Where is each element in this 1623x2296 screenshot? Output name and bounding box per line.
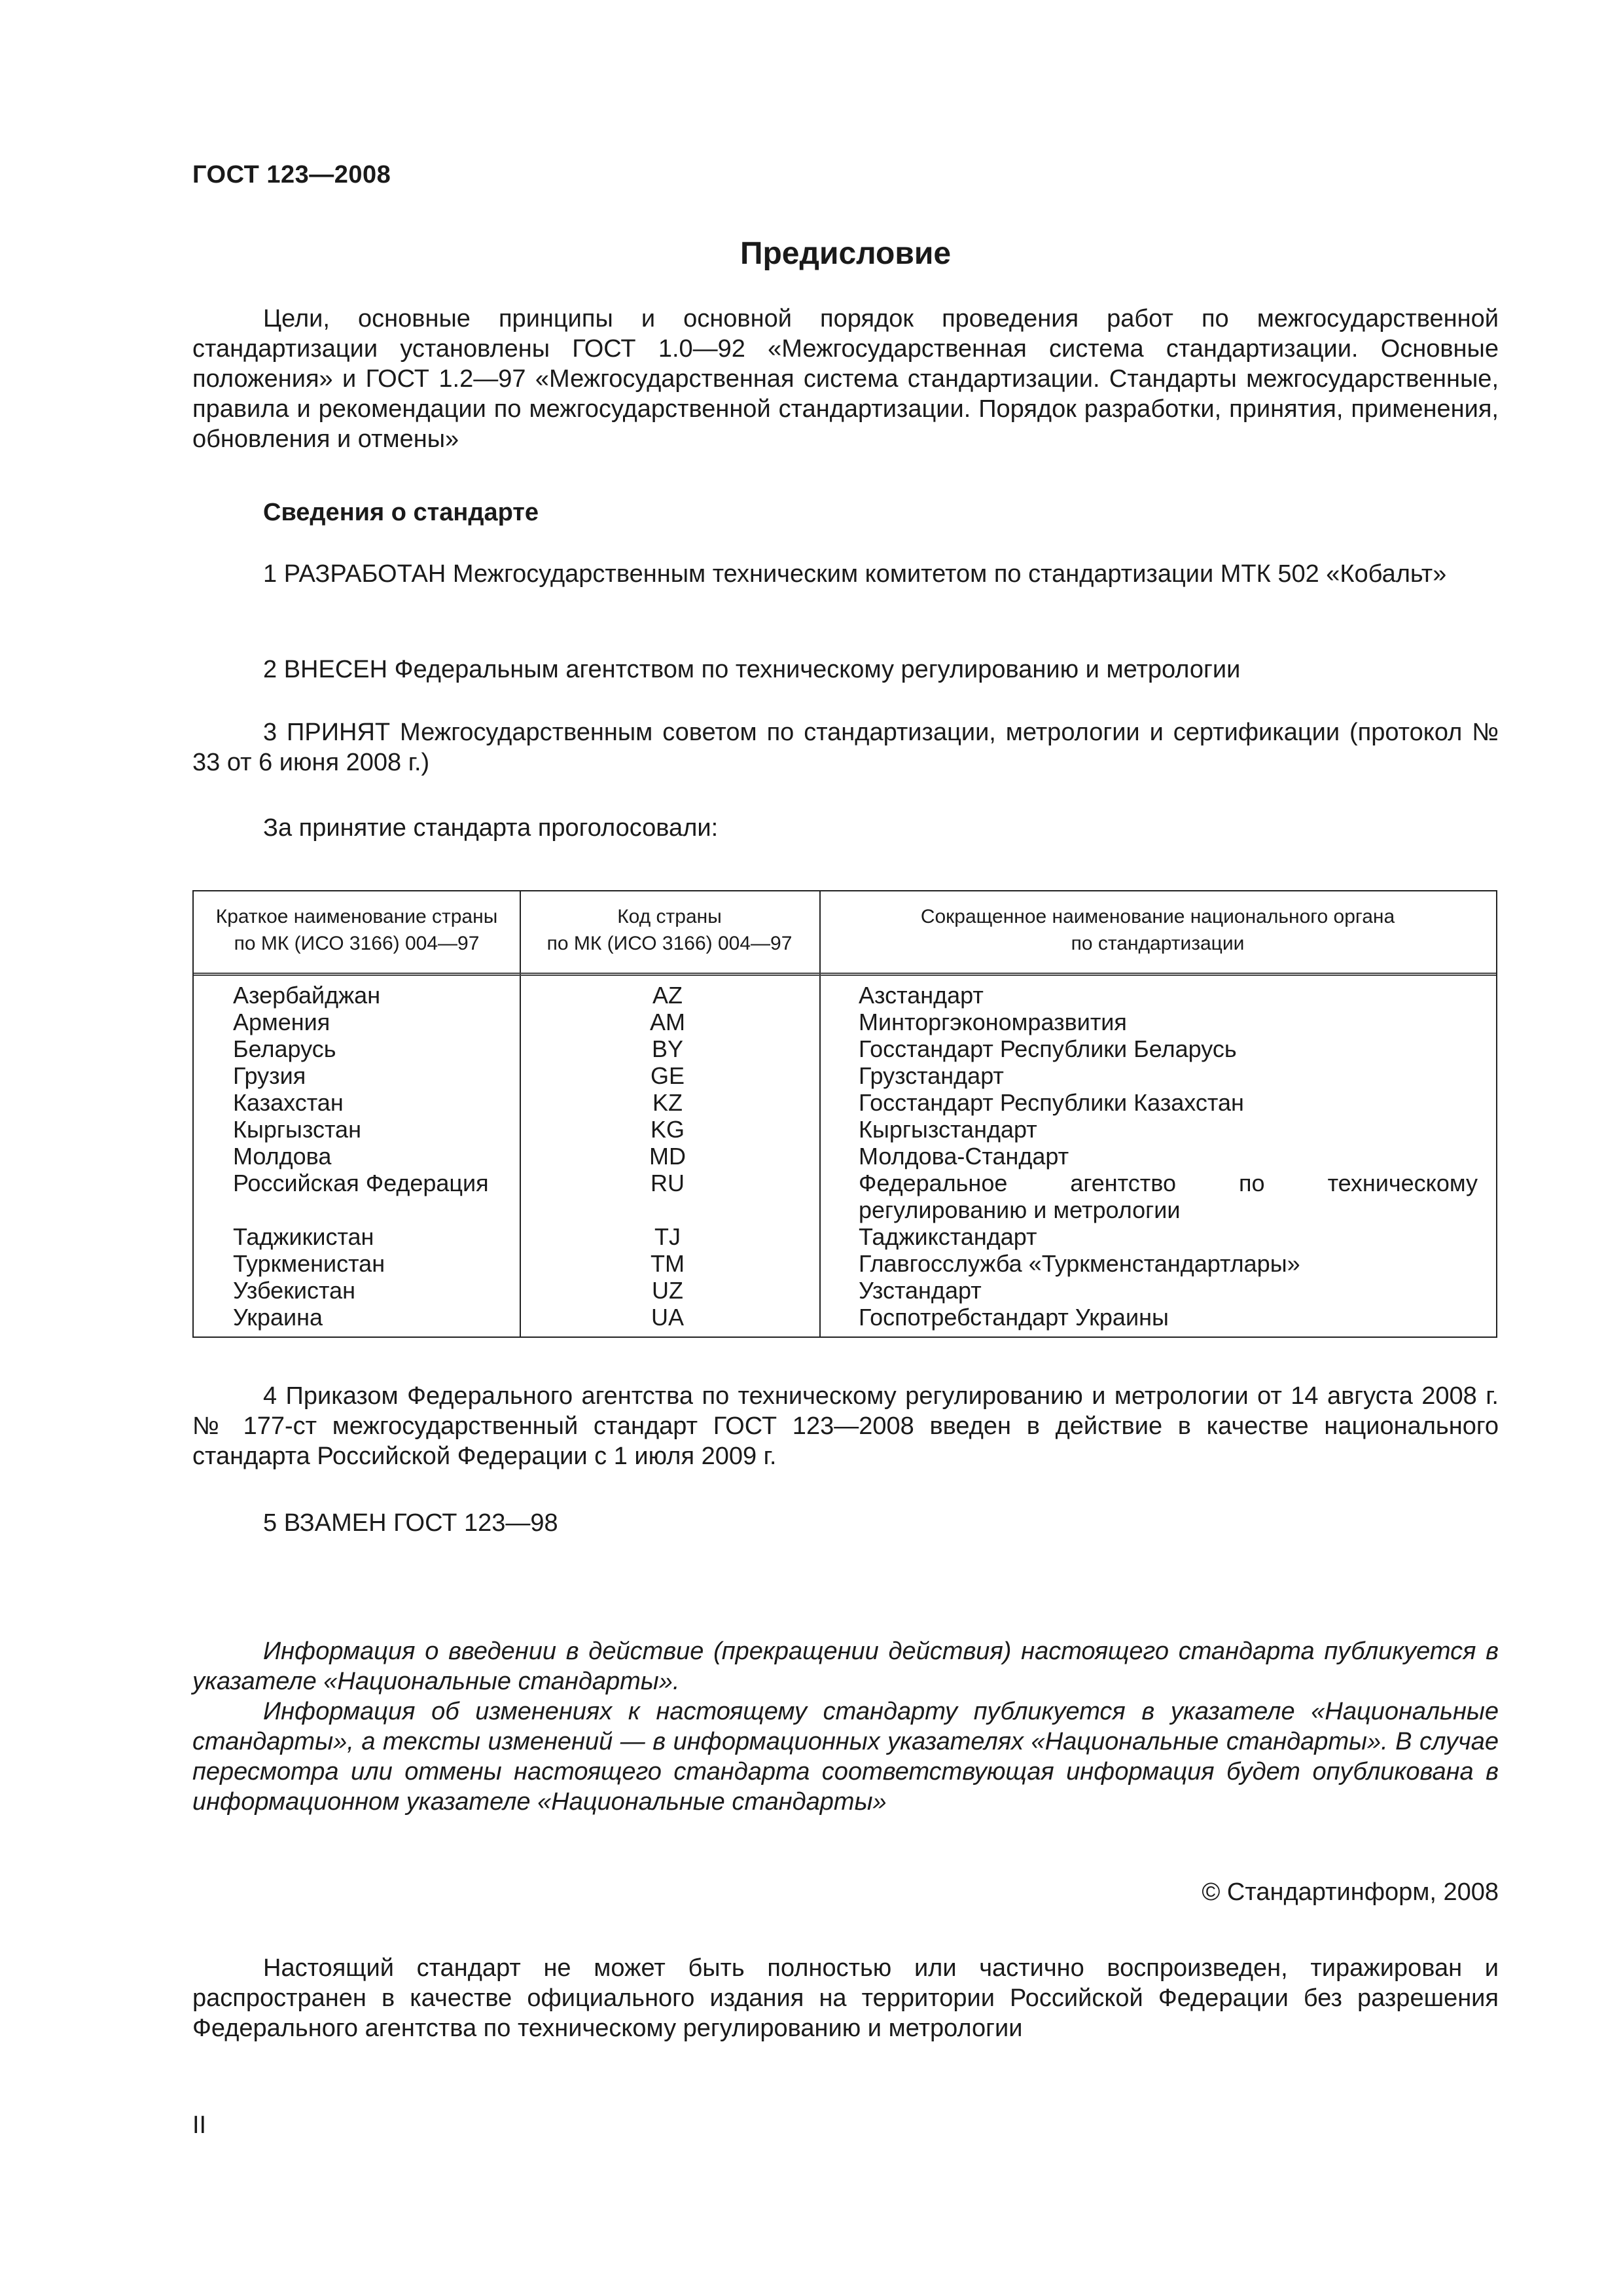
standards-body: Молдова-Стандарт [859,1143,1069,1170]
voted-label: За принятие стандарта проголосовали: [263,814,719,842]
table-row [194,1170,1496,1223]
country-name: Кыргызстан [233,1116,361,1143]
country-code: TM [651,1250,685,1277]
table-row [194,1223,1496,1250]
intro-paragraph: Цели, основные принципы и основной порядок проведения работ по межгосударственной стандартизации установлены ГОСТ 1.0—92 «Межгосударственная система стандартизации. Основные положения» и ГОСТ 1.2—97 «Межгосударственная система стандартизации. Стандарты межгосударственные, правила и рекомендации по межгосударственной стандартизации. Порядок разработки, принятия, применения, обновления и отмены» [192,305,1499,453]
table-row [194,1062,1496,1089]
header-line: по МК (ИСО 3166) 004—97 [546,933,793,954]
info-item-2: 2 ВНЕСЕН Федеральным агентством по техническому регулированию и метрологии [263,656,1241,683]
country-code: UZ [652,1277,683,1304]
country-code: TJ [654,1223,681,1250]
rights-notice: Настоящий стандарт не может быть полностью или частично воспроизведен, тиражирован и распространен в качестве официального издания на территории Российской Федерации без разрешения Федерального агентства по техническому регулированию и метрологии [192,1954,1499,2042]
standards-body: Минторгэкономразвития [859,1009,1127,1035]
header-divider [194,973,1496,976]
header-line: по стандартизации [1071,933,1245,954]
voting-table [192,890,1497,1338]
country-name: Армения [233,1009,330,1035]
table-header-code [520,903,819,957]
standards-body: Госпотребстандарт Украины [859,1304,1169,1331]
standards-body: Грузстандарт [859,1062,1004,1089]
standards-body: Госстандарт Республики Казахстан [859,1089,1244,1116]
header-line: Краткое наименование страны [215,906,498,927]
section-heading: Сведения о стандарте [263,499,539,526]
info-item-1: 1 РАЗРАБОТАН Межгосударственным техническим комитетом по стандартизации МТК 502 «Кобальт» [263,560,1447,588]
country-name: Узбекистан [233,1277,356,1304]
standards-body: Госстандарт Республики Беларусь [859,1035,1237,1062]
notice-paragraph-1: Информация о введении в действие (прекращении действия) настоящего стандарта публикуется в указателе «Национальные стандарты». [192,1638,1499,1695]
table-row [194,1116,1496,1143]
standards-body: Узстандарт [859,1277,982,1304]
standards-body: Кыргызстандарт [859,1116,1037,1143]
country-name: Казахстан [233,1089,344,1116]
copyright-line: © Стандартинформ, 2008 [1202,1878,1499,1906]
info-item-5: 5 ВЗАМЕН ГОСТ 123—98 [263,1509,558,1537]
standards-body: Таджикстандарт [859,1223,1037,1250]
header-line: по МК (ИСО 3166) 004—97 [234,933,480,954]
standards-body: Главгосслужба «Туркменстандартлары» [859,1250,1300,1277]
table-row [194,982,1496,1009]
table-row [194,1304,1496,1331]
country-code: GE [650,1062,685,1089]
country-name: Молдова [233,1143,332,1170]
table-header-body [819,903,1496,957]
country-code: AZ [652,982,683,1009]
info-item-4: 4 Приказом Федерального агентства по техническому регулированию и метрологии от 14 августа 2008 г. № 177-ст межгосударственный стандарт ГОСТ 123—2008 введен в действие в качестве национального стандарта Российской Федерации с 1 июля 2009 г. [192,1382,1499,1470]
country-code: KZ [652,1089,683,1116]
table-header-country [194,903,520,957]
table-row [194,1250,1496,1277]
notice-paragraph-2: Информация об изменениях к настоящему стандарту публикуется в указателе «Национальные стандарты», а тексты изменений — в информационных указателях «Национальные стандарты». В случае пересмотра или отмены настоящего стандарта соответствующая информация будет опубликована в информационном указателе «Национальные стандарты» [192,1698,1499,1816]
header-line: Код страны [617,906,722,927]
country-name: Азербайджан [233,982,381,1009]
table-row [194,1089,1496,1116]
country-code: BY [651,1035,684,1062]
country-name: Грузия [233,1062,306,1089]
table-row [194,1277,1496,1304]
country-code: UA [651,1304,684,1331]
country-code: RU [651,1170,685,1196]
standard-code: ГОСТ 123—2008 [192,161,391,188]
standards-body: Федеральное агентство по техническому регулированию и метрологии [859,1170,1478,1223]
table-row [194,1009,1496,1035]
page-title: Предисловие [740,236,952,271]
standards-body: Азстандарт [859,982,984,1009]
country-code: KG [650,1116,685,1143]
document-page [192,0,1499,2296]
country-name: Российская Федерация [233,1170,489,1196]
country-name: Туркменистан [233,1250,385,1277]
country-name: Таджикистан [233,1223,374,1250]
country-name: Украина [233,1304,323,1331]
table-row [194,1035,1496,1062]
header-line: Сокращенное наименование национального органа [920,906,1395,927]
country-code: AM [650,1009,685,1035]
country-code: MD [649,1143,686,1170]
page-number: II [192,2111,207,2139]
table-row [194,1143,1496,1170]
country-name: Беларусь [233,1035,336,1062]
info-item-3: 3 ПРИНЯТ Межгосударственным советом по стандартизации, метрологии и сертификации (протокол № 33 от 6 июня 2008 г.) [192,719,1499,776]
